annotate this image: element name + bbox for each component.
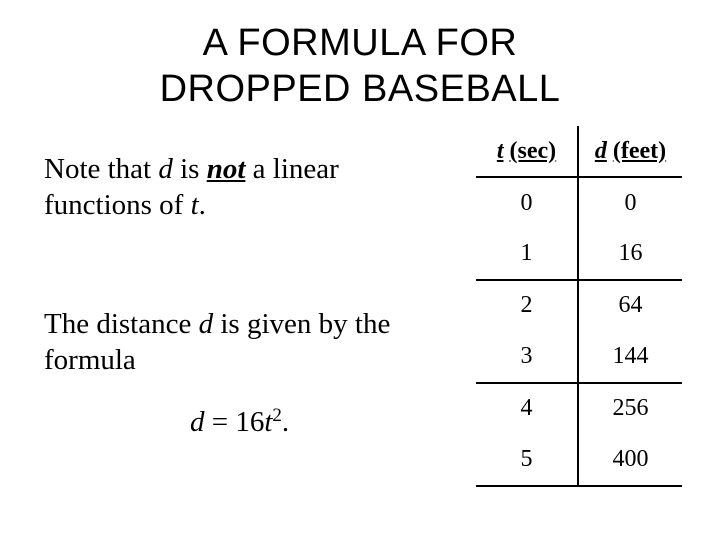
cell-time: 3 — [476, 331, 578, 383]
title-line-2: DROPPED BASEBALL — [159, 68, 561, 110]
distance-text-start: The distance — [44, 308, 199, 340]
note-emphasis-not: not — [206, 153, 246, 185]
formula-equals: = 16 — [204, 406, 265, 438]
cell-time: 0 — [476, 177, 578, 228]
note-text-middle: a linear functions of — [44, 153, 339, 221]
note-text-end: . — [198, 189, 206, 221]
header-time-unit: (sec) — [509, 137, 557, 164]
cell-time: 2 — [476, 280, 578, 332]
data-table — [476, 126, 682, 487]
cell-distance: 144 — [612, 342, 649, 369]
cell-distance: 16 — [618, 239, 643, 266]
table-row — [476, 280, 682, 332]
note-paragraph — [44, 151, 444, 223]
header-time — [476, 126, 578, 177]
title-line-1: A FORMULA FOR — [202, 22, 518, 64]
table-row — [476, 331, 682, 383]
header-distance-unit: (feet) — [612, 137, 667, 164]
cell-distance: 0 — [624, 189, 637, 216]
formula-lhs: d — [190, 406, 205, 438]
table-row — [476, 228, 682, 280]
table-header-row — [476, 126, 682, 177]
header-distance — [578, 126, 682, 177]
slide-title — [0, 20, 720, 112]
formula-var-t: t — [264, 406, 273, 438]
cell-time: 1 — [476, 228, 578, 280]
note-text-start: Note that — [44, 153, 159, 185]
note-var-d: d — [158, 153, 173, 185]
table-row — [476, 383, 682, 435]
distance-paragraph — [44, 306, 464, 378]
distance-text-end: is given by the formula — [44, 308, 391, 376]
cell-distance: 400 — [578, 434, 682, 486]
formula-period: . — [281, 406, 290, 438]
note-text-is: is — [172, 153, 207, 185]
note-var-t: t — [190, 189, 199, 221]
table-row — [476, 434, 682, 486]
cell-distance: 64 — [578, 280, 682, 332]
table-row — [476, 177, 682, 228]
formula — [190, 404, 289, 440]
cell-time: 5 — [476, 434, 578, 486]
header-time-var: t — [496, 137, 504, 164]
header-distance-var: d — [594, 137, 607, 164]
cell-time: 4 — [476, 383, 578, 435]
cell-distance: 256 — [578, 383, 682, 435]
formula-exponent: 2 — [272, 405, 282, 426]
distance-var-d: d — [198, 308, 214, 340]
